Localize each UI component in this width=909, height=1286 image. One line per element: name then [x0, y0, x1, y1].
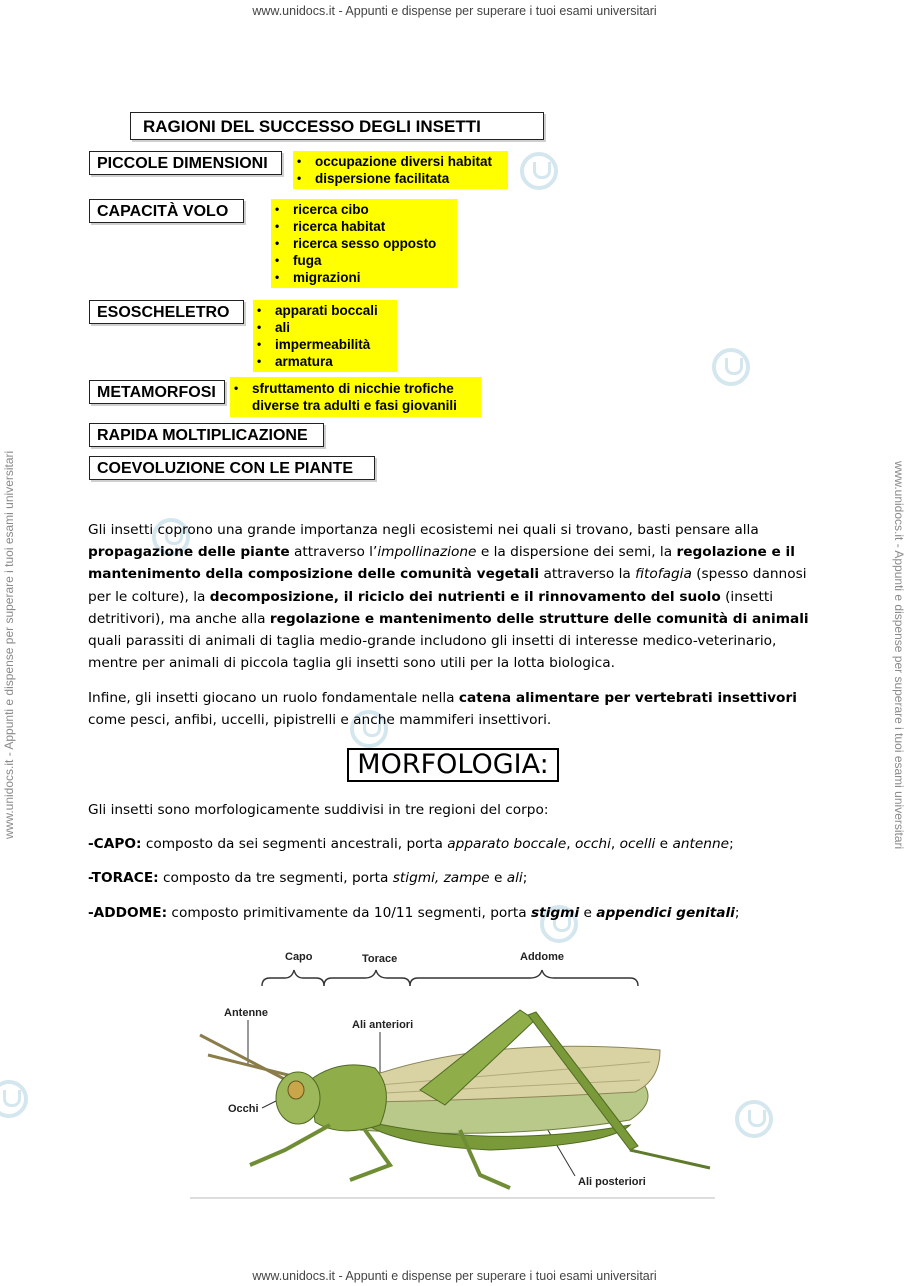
reason-item: • sfruttamento di nicchie trofiche diverse tra adulti e fasi giovanili [230, 380, 462, 414]
text-run: , [610, 836, 620, 852]
reason-label-capacita-volo: CAPACITÀ VOLO [89, 199, 244, 223]
text-run-bold: -TORACE: [88, 870, 159, 886]
text-run-bold: catena alimentare per vertebrati insettivori [458, 690, 797, 706]
side-watermark-right: www.unidocs.it - Appunti e dispense per superare i tuoi esami universitari [892, 460, 906, 850]
text-run: , [566, 836, 575, 852]
text-run-italic: ali [506, 870, 523, 886]
reason-item: • dispersione facilitata [293, 170, 508, 187]
text-run: (spesso dannosi per le colture), la [88, 566, 807, 605]
addome-line [88, 905, 740, 921]
grasshopper-figure [190, 940, 720, 1202]
reason-items-metamorfosi [230, 377, 481, 417]
reason-item: • ali [253, 319, 397, 336]
label-antenne: Antenne [224, 1007, 268, 1019]
text-run-bold: -CAPO: [88, 836, 142, 852]
text-run: ; [729, 836, 734, 852]
text-run: attraverso l’ [289, 544, 378, 561]
reason-label-coevoluzione: COEVOLUZIONE CON LE PIANTE [89, 456, 375, 480]
reason-items-piccole-dimensioni [293, 151, 508, 189]
text-run: (insetti detritivori), ma anche alla [88, 588, 773, 627]
label-ali-anteriori: Ali anteriori [352, 1019, 414, 1031]
watermark-logo-icon [735, 1100, 773, 1138]
reason-items-capacita-volo [271, 199, 457, 288]
text-run-italic: occhi [574, 836, 611, 852]
text-run-bold: propagazione delle piante [88, 544, 290, 561]
text-run-italic: antenne [672, 836, 730, 852]
morfologia-heading: MORFOLOGIA: [347, 748, 559, 782]
watermark-logo-icon [712, 348, 750, 386]
capo-line [88, 836, 734, 852]
diagram-title: RAGIONI DEL SUCCESSO DEGLI INSETTI [130, 112, 544, 140]
text-run-bold: decomposizione, il riciclo dei nutrienti e il rinnovamento del suolo [209, 588, 721, 605]
morphology-intro: Gli insetti sono morfologicamente suddivisi in tre regioni del corpo: [88, 802, 549, 818]
reason-items-esoscheletro [253, 300, 397, 372]
reason-label-rapida-moltiplicazione: RAPIDA MOLTIPLICAZIONE [89, 423, 324, 447]
text-run-bold: regolazione e mantenimento delle strutture delle comunità di animali [269, 610, 809, 627]
text-run: ; [734, 905, 740, 921]
text-run: attraverso la [539, 566, 636, 583]
text-run: quali parassiti di animali di taglia medio-grande includono gli insetti di interesse medico-veterinario, mentre per animali di piccola taglia gli insetti sono utili per la lotta biologica. [88, 633, 777, 672]
label-addome: Addome [520, 951, 564, 963]
reason-item: • impermeabilità [253, 336, 397, 353]
label-torace: Torace [362, 953, 398, 965]
watermark-logo-icon [0, 1080, 28, 1118]
reason-item: • ricerca cibo [271, 201, 457, 218]
text-run-italic: apparato boccale [447, 836, 567, 852]
text-run: Infine, gli insetti giocano un ruolo fondamentale nella [88, 690, 459, 706]
watermark-logo-icon [520, 152, 558, 190]
text-run: e la dispersione dei semi, la [476, 544, 677, 561]
page-footer: www.unidocs.it - Appunti e dispense per superare i tuoi esami universitari [252, 1269, 657, 1283]
text-run: composto da tre segmenti, porta [158, 870, 393, 886]
side-watermark-left: www.unidocs.it - Appunti e dispense per superare i tuoi esami universitari [2, 450, 16, 840]
text-run: Gli insetti coprono una grande importanza negli ecosistemi nei quali si trovano, basti pensare alla [88, 522, 759, 538]
text-run-bold: -ADDOME: [88, 905, 168, 921]
text-run: ; [522, 870, 528, 886]
paragraph-food-chain [88, 687, 823, 731]
page-header: www.unidocs.it - Appunti e dispense per superare i tuoi esami universitari [252, 4, 657, 18]
reason-item: • apparati boccali [253, 302, 397, 319]
label-ali-posteriori: Ali posteriori [578, 1176, 646, 1188]
reason-item: • fuga [271, 252, 457, 269]
text-run: composto da sei segmenti ancestrali, porta [141, 836, 448, 852]
text-run: composto primitivamente da 10/11 segmenti, porta [167, 905, 531, 921]
reason-item: • occupazione diversi habitat [293, 153, 508, 170]
reason-item: • ricerca habitat [271, 218, 457, 235]
text-run: come pesci, anfibi, uccelli, pipistrelli e anche mammiferi insettivori. [88, 712, 552, 729]
text-run: e [489, 870, 507, 886]
text-run-italic: appendici genitali [596, 905, 735, 921]
reason-item: • migrazioni [271, 269, 457, 286]
text-run-italic: stigmi [531, 905, 580, 921]
reason-item: • armatura [253, 353, 397, 370]
label-occhi: Occhi [228, 1103, 259, 1115]
reason-label-esoscheletro: ESOSCHELETRO [89, 300, 244, 324]
label-capo: Capo [285, 951, 313, 963]
text-run-bold: regolazione e il mantenimento della composizione delle comunità vegetali [88, 544, 795, 583]
text-run-italic: stigmi, zampe [392, 870, 490, 886]
text-run: e [579, 905, 597, 921]
text-run-italic: ocelli [619, 836, 656, 852]
reason-label-piccole-dimensioni: PICCOLE DIMENSIONI [89, 151, 282, 175]
reason-item: • ricerca sesso opposto [271, 235, 457, 252]
text-run-italic: impollinazione [377, 544, 477, 561]
reason-label-metamorfosi: METAMORFOSI [89, 380, 225, 404]
text-run-italic: fitofagia [635, 566, 692, 583]
text-run: e [655, 836, 673, 852]
torace-line [88, 870, 527, 886]
paragraph-ecosystems [88, 519, 823, 674]
